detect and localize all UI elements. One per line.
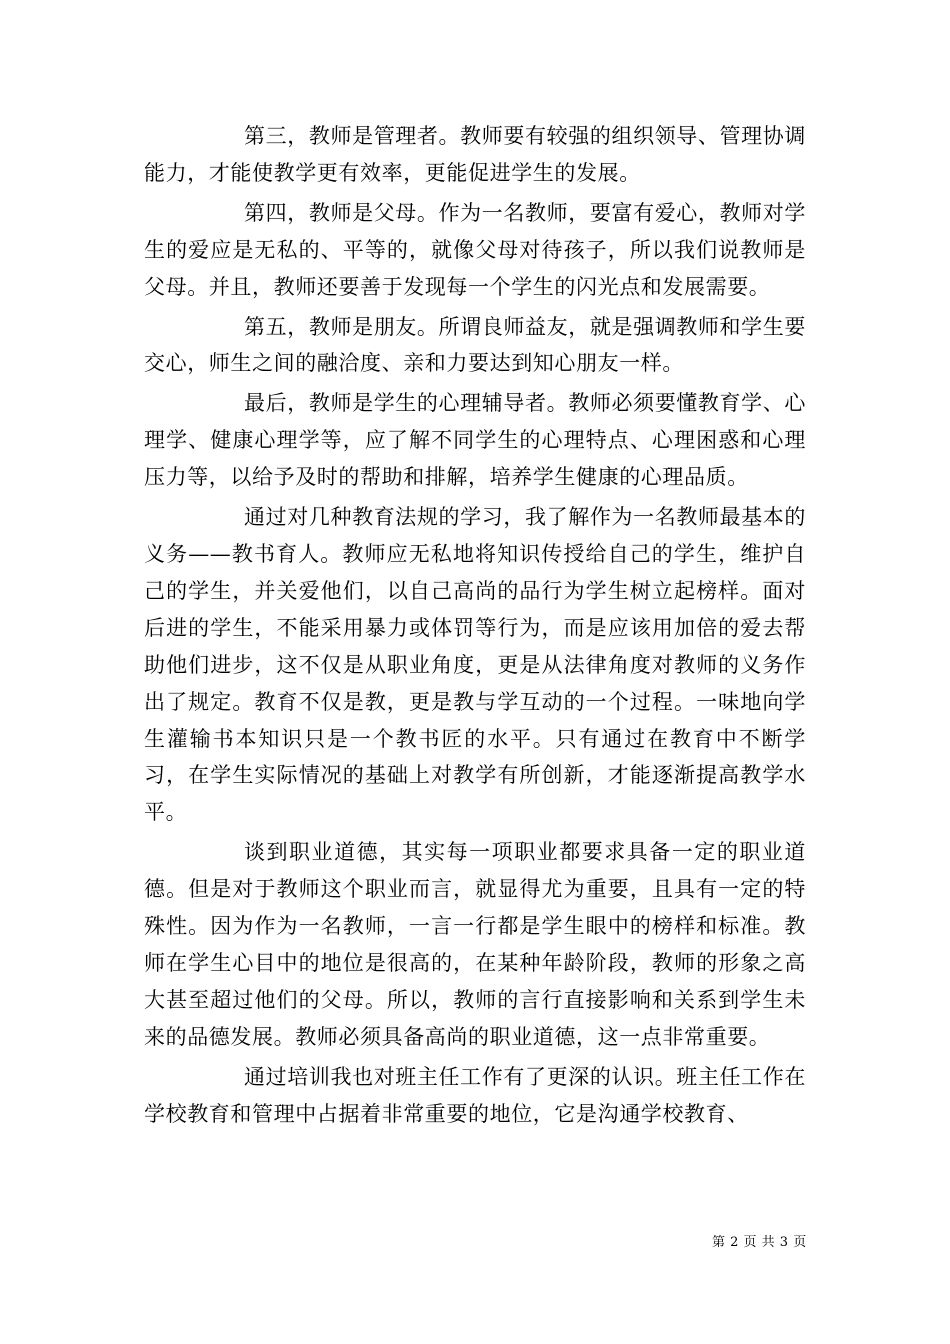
paragraph-2: 第四，教师是父母。作为一名教师，要富有爱心，教师对学生的爱应是无私的、平等的，就像父母对待孩子，所以我们说教师是父母。并且，教师还要善于发现每一个学生的闪光点和发展需要。 — [144, 200, 806, 299]
paragraph-6: 谈到职业道德，其实每一项职业都要求具备一定的职业道德。但是对于教师这个职业而言，就显得尤为重要，且具有一定的特殊性。因为作为一名教师，一言一行都是学生眼中的榜样和标准。教师在学生心目中的地位是很高的，在某种年龄阶段，教师的形象之高大甚至超过他们的父母。所以，教师的言行直接影响和关系到学生未来的品德发展。教师必须具备高尚的职业道德，这一点非常重要。 — [144, 840, 806, 1049]
paragraph-1: 第三，教师是管理者。教师要有较强的组织领导、管理协调能力，才能使教学更有效率，更能促进学生的发展。 — [144, 124, 806, 185]
paragraph-3: 第五，教师是朋友。所谓良师益友，就是强调教师和学生要交心，师生之间的融洽度、亲和力要达到知心朋友一样。 — [144, 314, 806, 376]
paragraph-4: 最后，教师是学生的心理辅导者。教师必须要懂教育学、心理学、健康心理学等，应了解不同学生的心理特点、心理困惑和心理压力等，以给予及时的帮助和排解，培养学生健康的心理品质。 — [144, 391, 806, 490]
paragraph-7: 通过培训我也对班主任工作有了更深的认识。班主任工作在学校教育和管理中占据着非常重要的地位，它是沟通学校教育、 — [144, 1064, 806, 1126]
paragraph-5: 通过对几种教育法规的学习，我了解作为一名教师最基本的义务——教书育人。教师应无私地将知识传授给自己的学生，维护自己的学生，并关爱他们，以自己高尚的品行为学生树立起榜样。面对后进的学生，不能采用暴力或体罚等行为，而是应该用加倍的爱去帮助他们进步，这不仅是从职业角度，更是从法律角度对教师的义务作出了规定。教育不仅是教，更是教与学互动的一个过程。一味地向学生灌输书本知识只是一个教书匠的水平。只有通过在教育中不断学习，在学生实际情况的基础上对教学有所创新，才能逐渐提高教学水平。 — [144, 505, 806, 825]
page-number-footer: 第 2 页 共 3 页 — [712, 1235, 807, 1250]
document-body — [144, 118, 806, 1135]
